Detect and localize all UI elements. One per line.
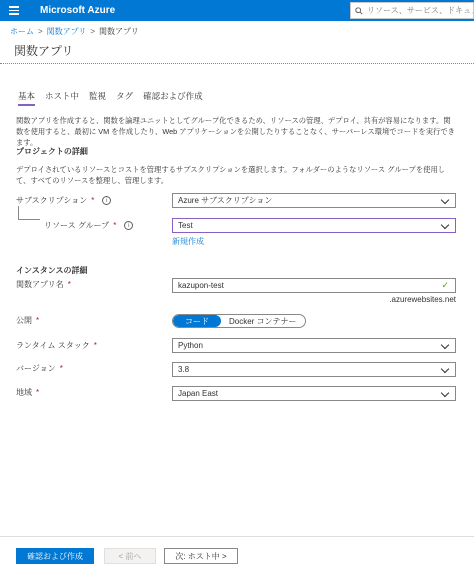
function-app-name-value: kazupon-test: [178, 281, 224, 290]
required-marker: *: [67, 280, 71, 289]
search-box[interactable]: [350, 2, 474, 19]
breadcrumb-current: 関数アプリ: [99, 27, 139, 36]
tab-review-create[interactable]: 確認および作成: [143, 91, 203, 101]
resource-group-label-text: リソース グループ: [44, 221, 110, 230]
publish-label-text: 公開: [16, 316, 32, 325]
function-app-name-label: [16, 279, 71, 290]
top-bar: [0, 0, 474, 21]
region-select[interactable]: Japan East: [172, 386, 456, 401]
version-select[interactable]: 3.8: [172, 362, 456, 377]
required-marker: *: [93, 341, 97, 350]
required-marker: *: [59, 364, 63, 373]
create-new-link[interactable]: 新規作成: [172, 237, 204, 246]
resource-group-label: [44, 220, 133, 231]
region-label: [16, 387, 39, 398]
breadcrumb-separator: >: [90, 27, 96, 36]
review-create-button[interactable]: 確認および作成: [16, 548, 94, 564]
brand-title[interactable]: Microsoft Azure: [40, 5, 116, 16]
required-marker: *: [36, 388, 40, 397]
runtime-stack-label: [16, 340, 97, 351]
next-hosting-button[interactable]: 次: ホスト中 >: [164, 548, 238, 564]
resource-group-select[interactable]: Test: [172, 218, 456, 233]
version-label-text: バージョン: [16, 364, 56, 373]
subscription-select[interactable]: Azure サブスクリプション: [172, 193, 456, 208]
required-marker: *: [113, 221, 117, 230]
runtime-stack-select[interactable]: Python: [172, 338, 456, 353]
menu-icon[interactable]: [0, 0, 28, 21]
breadcrumb-separator: >: [38, 27, 43, 36]
region-label-text: 地域: [16, 388, 32, 397]
tab-monitoring[interactable]: 監視: [89, 91, 107, 101]
subscription-label-text: サブスクリプション: [16, 196, 88, 205]
publish-option-code[interactable]: コード: [173, 315, 221, 327]
function-app-name-input[interactable]: [172, 278, 456, 293]
search-input[interactable]: [367, 6, 474, 15]
previous-button[interactable]: < 前へ: [104, 548, 156, 564]
info-icon[interactable]: i: [124, 221, 133, 230]
check-icon: ✓: [441, 280, 449, 290]
breadcrumb-parent[interactable]: 関数アプリ: [46, 27, 87, 36]
domain-suffix: .azurewebsites.net: [389, 295, 456, 304]
project-details-heading: プロジェクトの詳細: [16, 147, 88, 156]
breadcrumb-home[interactable]: ホーム: [10, 27, 34, 36]
intro-text: 関数アプリを作成すると、関数を論理ユニットとしてグループ化できるため、リソースの管理、デプロイ、共有が容易になります。関数を使用すると、最初に VM を作成したり、Web アプリケーションを公開したりすることなく、サーバーレス環境でコードを実行できます。: [16, 116, 455, 147]
runtime-stack-label-text: ランタイム スタック: [16, 341, 90, 350]
required-marker: *: [36, 316, 40, 325]
tab-bar: [18, 90, 203, 106]
footer-divider: [0, 536, 474, 537]
publish-option-docker[interactable]: Docker コンテナー: [229, 316, 297, 326]
subscription-label: [16, 195, 111, 206]
version-label: [16, 363, 63, 374]
publish-toggle: [172, 314, 306, 328]
page-title: 関数アプリ: [14, 44, 74, 58]
tab-tags[interactable]: タグ: [116, 91, 134, 101]
function-app-name-label-text: 関数アプリ名: [16, 280, 64, 289]
required-marker: *: [91, 196, 95, 205]
search-icon: [355, 7, 363, 15]
tab-basics[interactable]: 基本: [18, 90, 35, 106]
info-icon[interactable]: i: [102, 196, 111, 205]
breadcrumb: [10, 26, 139, 37]
instance-details-heading: インスタンスの詳細: [16, 266, 88, 275]
divider: [0, 63, 474, 64]
publish-label: [16, 315, 39, 326]
project-details-text: デプロイされているリソースとコストを管理するサブスクリプションを選択します。フォルダーのようなリソース グループを使用して、すべてのリソースを整理し、管理します。: [16, 165, 446, 185]
tree-connector: [18, 206, 40, 220]
tab-hosting[interactable]: ホスト中: [45, 91, 80, 101]
